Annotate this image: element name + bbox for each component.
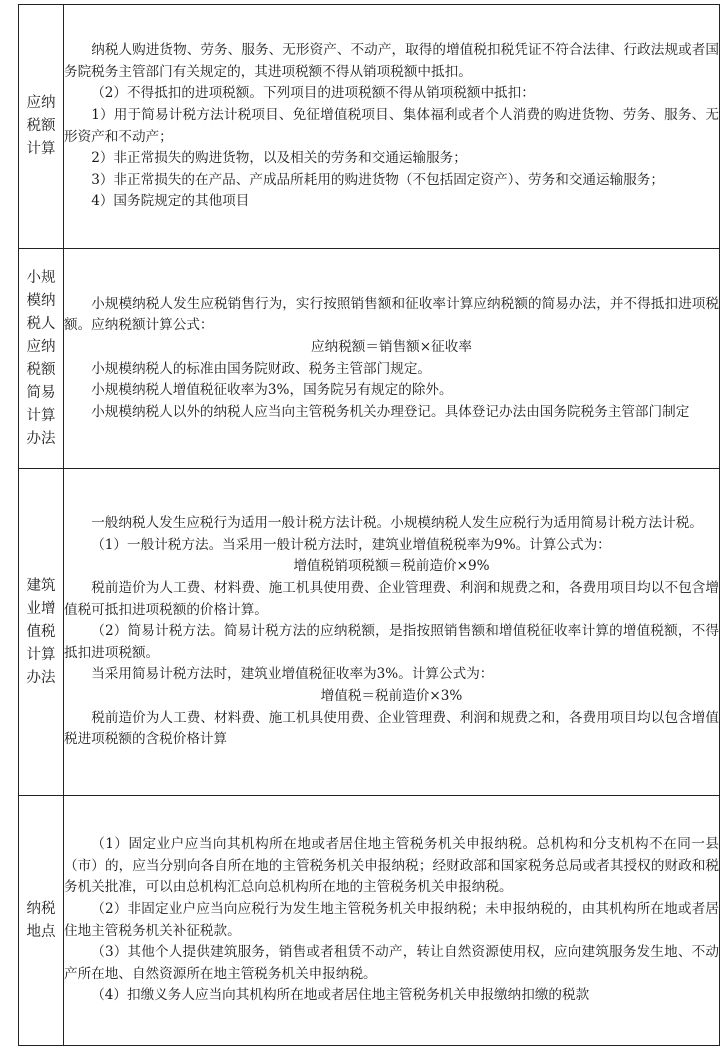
row-content-cell [64,469,720,796]
row-label: 应纳税额计算 [26,95,56,157]
paragraph: （2）非固定业户应当向应税行为发生地主管税务机关申报纳税；未申报纳税的，由其机构所在地或者居住地主管税务机关补征税款。 [64,900,719,939]
row-content-cell [64,249,720,469]
paragraph: （4）扣缴义务人应当向其机构所在地或者居住地主管税务机关申报缴纳扣缴的税款 [91,987,590,1004]
paragraph: （2）简易计税方法。简易计税方法的应纳税额，是指按照销售额和增值税征收率计算的增值税额，不得抵扣进项税额。 [64,623,719,661]
row-label-cell [19,796,64,1046]
table-row-tax-location [19,796,720,1046]
paragraph: （1）一般计税方法。当采用一般计税方法时，建筑业增值税税率为9%。计算公式为： [91,536,611,553]
row-label: 建筑业增值税计算办法 [26,577,56,686]
paragraph: 税前造价为人工费、材料费、施工机具使用费、企业管理费、利润和规费之和，各费用项目均以不包含增值税可抵扣进项税额的价格计算。 [64,580,719,618]
paragraph: 小规模纳税人增值税征收率为3%，国务院另有规定的除外。 [91,382,453,399]
row-label-cell [19,249,64,469]
paragraph: 小规模纳税人以外的纳税人应当向主管税务机关办理登记。具体登记办法由国务院税务主管部门制定 [91,403,690,420]
paragraph: 纳税人购进货物、劳务、服务、无形资产、不动产，取得的增值税扣税凭证不符合法律、行政法规或者国务院税务主管部门有关规定的，其进项税额不得从销项税额中抵扣。 [64,42,719,80]
row-label-cell [19,469,64,796]
paragraph: 一般纳税人发生应税行为适用一般计税方法计税。小规模纳税人发生应税行为适用简易计税方法计税。 [91,515,703,532]
formula: 增值税＝税前造价×3% [320,687,463,704]
vat-rules-table [18,4,720,1046]
paragraph: 4）国务院规定的其他项目 [91,193,250,210]
table-row-tax-payable [19,5,720,249]
table-row-small-scale [19,249,720,469]
paragraph: （3）其他个人提供建筑服务，销售或者租赁不动产，转让自然资源使用权，应向建筑服务发生地、不动产所在地、自然资源所在地主管税务机关申报纳税。 [64,944,719,982]
row-label: 纳税地点 [26,900,56,940]
paragraph: 1）用于简易计税方法计税项目、免征增值税项目、集体福利或者个人消费的购进货物、劳务、服务、无形资产和不动产； [64,106,719,145]
formula: 增值税销项税额＝税前造价×9% [293,558,490,575]
paragraph: 3）非正常损失的在产品、产成品所耗用的购进货物（不包括固定资产）、劳务和交通运输服务； [91,171,664,188]
paragraph: 2）非正常损失的购进货物，以及相关的劳务和交通运输服务； [91,150,467,167]
row-label: 小规模纳税人应纳税额简易计算办法 [26,269,56,447]
paragraph: 当采用简易计税方法时，建筑业增值税征收率为3%。计算公式为： [91,666,494,683]
row-label-cell [19,5,64,249]
paragraph: （2）不得抵扣的进项税额。下列项目的进项税额不得从销项税额中抵扣： [91,85,535,102]
table-row-construction-vat [19,469,720,796]
paragraph: 小规模纳税人发生应税销售行为，实行按照销售额和征收率计算应纳税额的简易办法，并不得抵扣进项税额。应纳税额计算公式： [64,295,719,334]
paragraph: 税前造价为人工费、材料费、施工机具使用费、企业管理费、利润和规费之和，各费用项目均以包含增值税进项税额的含税价格计算 [64,709,719,748]
row-content-cell [64,796,720,1046]
paragraph: 小规模纳税人的标准由国务院财政、税务主管部门规定。 [91,360,432,377]
row-content-cell [64,5,720,249]
formula: 应纳税额＝销售额×征收率 [311,338,472,355]
paragraph: （1）固定业户应当向其机构所在地或者居住地主管税务机关申报纳税。总机构和分支机构不在同一县（市）的，应当分别向各自所在地的主管税务机关申报纳税；经财政部和国家税务总局或者其授权的财政和税务机关批准，可以由总机构汇总向总机构所在地的主管税务机关申报纳税。 [64,836,719,896]
